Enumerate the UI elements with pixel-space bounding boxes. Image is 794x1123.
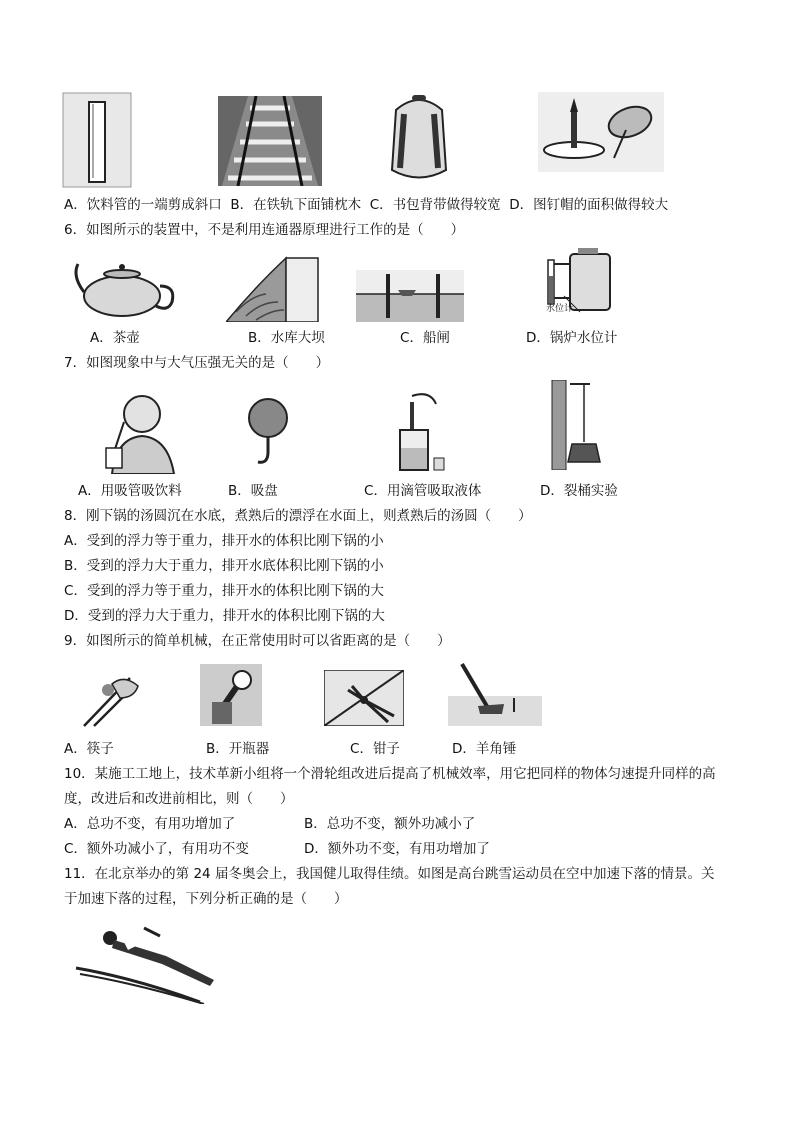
bottle-opener-figure [200,664,262,726]
q10-option-b[interactable]: B．总功不变，额外功减小了 [304,816,476,832]
q8-option-c[interactable]: C．受到的浮力等于重力，排开水的体积比刚下锅的大 [64,583,384,599]
q5-option-a[interactable]: A．饮料管的一端剪成斜口 [64,197,222,213]
water-gauge-label: 水位计 [546,304,574,314]
straw-cut-oblique-figure [62,92,132,188]
ski-jumper-figure [74,922,224,1004]
thumbtack-large-cap-figure [538,92,664,172]
q10-option-c[interactable]: C．额外功减小了，有用功不变 [64,841,249,857]
q6-option-b[interactable]: B．水库大坝 [248,330,325,346]
q5-option-c[interactable]: C．书包背带做得较宽 [369,197,501,213]
reservoir-dam-figure [226,256,320,322]
chopsticks-figure [80,668,142,728]
q5-option-d[interactable]: D．图钉帽的面积做得较大 [509,197,669,213]
q8-stem: 8．刚下锅的汤圆沉在水底，煮熟后的漂浮在水面上，则煮熟后的汤圆（ ） [64,508,532,524]
suction-cup-figure [246,396,290,470]
q6-option-c[interactable]: C．船闸 [400,330,450,346]
q7-option-b[interactable]: B．吸盘 [228,483,278,499]
barrel-burst-experiment-figure [550,380,606,470]
q10-option-a[interactable]: A．总功不变，有用功增加了 [64,816,236,832]
teapot-figure [72,256,182,320]
claw-hammer-figure [448,662,542,726]
q10-stem-line1: 10．某施工工地上，技术革新小组将一个滑轮组改进后提高了机械效率，用它把同样的物体匀速提升同样的高 [64,766,716,782]
q5-options-line [64,196,668,214]
q7-stem: 7．如图现象中与大气压强无关的是（ ） [64,355,330,371]
q8-option-d[interactable]: D．受到的浮力大于重力，排开水的体积比刚下锅的大 [64,608,385,624]
q7-option-d[interactable]: D．裂桶实验 [540,483,618,499]
q7-option-a[interactable]: A．用吸管吸饮料 [78,483,182,499]
q11-stem-line2: 于加速下落的过程，下列分析正确的是（ ） [64,891,348,907]
q9-option-d[interactable]: D．羊角锤 [452,741,517,757]
q11-stem-line1: 11．在北京举办的第 24 届冬奥会上，我国健儿取得佳绩。如图是高台跳雪运动员在空中加速下落的情景。关 [64,866,715,882]
railway-sleepers-figure [218,96,322,186]
boy-drinking-straw-figure [102,388,184,474]
dropper-bottle-figure [392,392,448,472]
q6-option-a[interactable]: A．茶壶 [90,330,140,346]
q5-option-b[interactable]: B．在铁轨下面铺枕木 [230,197,362,213]
q9-option-b[interactable]: B．开瓶器 [206,741,270,757]
ship-lock-figure [356,270,464,322]
backpack-wide-straps-figure [384,90,454,185]
q9-option-c[interactable]: C．钳子 [350,741,400,757]
q10-option-d[interactable]: D．额外功不变，有用功增加了 [304,841,490,857]
q9-option-a[interactable]: A．筷子 [64,741,114,757]
q6-stem: 6．如图所示的装置中，不是利用连通器原理进行工作的是（ ） [64,222,465,238]
q6-option-d[interactable]: D．锅炉水位计 [526,330,618,346]
pliers-figure [324,670,404,726]
q8-option-a[interactable]: A．受到的浮力等于重力，排开水的体积比刚下锅的小 [64,533,384,549]
q9-stem: 9．如图所示的简单机械，在正常使用时可以省距离的是（ ） [64,633,451,649]
q8-option-b[interactable]: B．受到的浮力大于重力，排开水底体积比刚下锅的小 [64,558,384,574]
q7-option-c[interactable]: C．用滴管吸取液体 [364,483,482,499]
q10-stem-line2: 度，改进后和改进前相比，则（ ） [64,791,294,807]
